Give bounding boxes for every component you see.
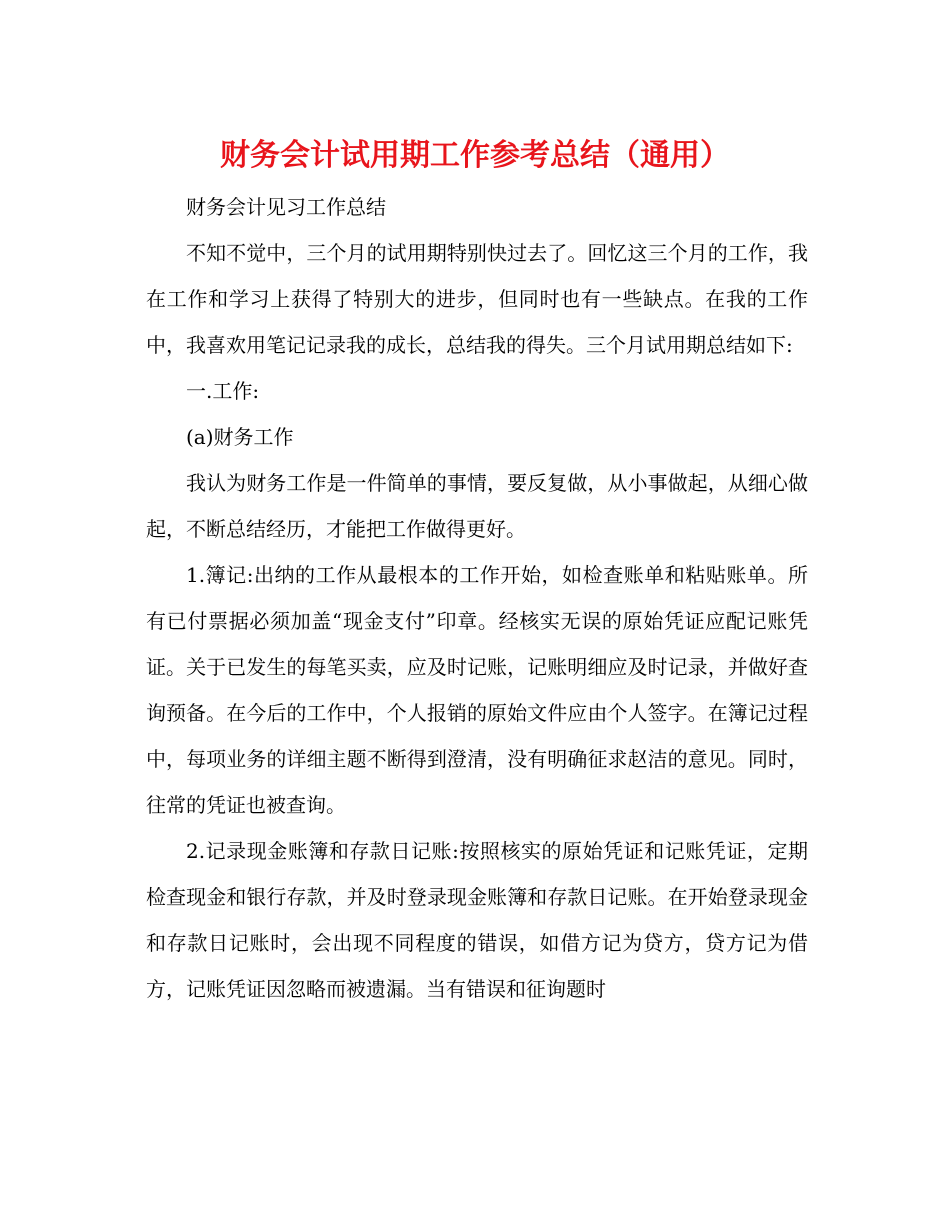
- document-body: [146, 184, 808, 1012]
- paragraph-bookkeeping: 1.簿记:出纳的工作从最根本的工作开始，如检查账单和粘贴账单。所有已付票据必须加盖“现金支付”印章。经核实无误的原始凭证应配记账凭证。关于已发生的每笔买卖，应及时记账，记账明细应及时记录，并做好查询预备。在今后的工作中，个人报销的原始文件应由个人签字。在簿记过程中，每项业务的详细主题不断得到澄清，没有明确征求赵洁的意见。同时，往常的凭证也被查询。: [146, 563, 808, 817]
- paragraph-cash-journal: 2.记录现金账簿和存款日记账:按照核实的原始凭证和记账凭证，定期检查现金和银行存款，并及时登录现金账簿和存款日记账。在开始登录现金和存款日记账时，会出现不同程度的错误，如借方记为贷方，贷方记为借方，记账凭证因忽略而被遗漏。当有错误和征询题时: [146, 839, 808, 1001]
- paragraph-finance-view: 我认为财务工作是一件简单的事情，要反复做，从小事做起，从细心做起，不断总结经历，才能把工作做得更好。: [146, 471, 808, 541]
- paragraph-intro: 不知不觉中，三个月的试用期特别快过去了。回忆这三个月的工作，我在工作和学习上获得了特别大的进步，但同时也有一些缺点。在我的工作中，我喜欢用笔记记录我的成长，总结我的得失。三个月试用期总结如下:: [146, 241, 808, 357]
- paragraph-subtitle: 财务会计见习工作总结: [186, 195, 386, 219]
- subsection-heading-finance: (a)财务工作: [186, 425, 294, 449]
- document-title: 财务会计试用期工作参考总结（通用）: [220, 138, 730, 173]
- section-heading-work: 一.工作:: [186, 379, 260, 403]
